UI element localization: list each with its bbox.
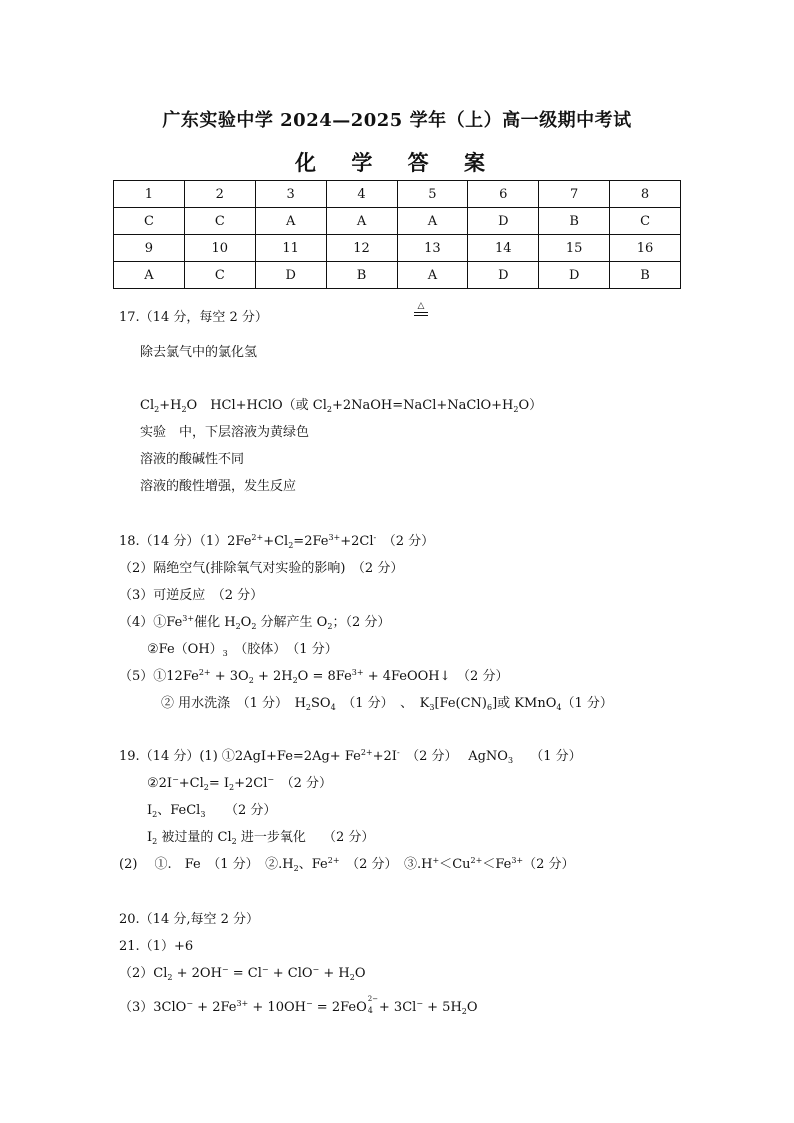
table-cell: 2 — [184, 181, 255, 208]
q18-line-7: ② 用水洗涤 （1 分） $H_2SO_4$ （1 分） 、 $K_3[Fe(CN)_6]$或 KMnO$_4$（1 分） — [161, 696, 613, 712]
table-cell: 4 — [326, 181, 397, 208]
table-cell: 12 — [326, 235, 397, 262]
table-cell: A — [397, 208, 468, 235]
table-row — [114, 262, 681, 289]
q19-line-5: (2) ①. Fe （1 分） $②.H_2$、$Fe^{2+}$ （2 分） $③.H^+<Cu^{2+}<Fe^{3+}(2$ 分） — [119, 856, 575, 873]
table-cell: D — [255, 262, 326, 289]
q17-answer-2: $Cl_2+H_2O$ HCl+HClO（或 $Cl_2+2NaOH=NaCl+NaClO+H_2O$） — [140, 398, 543, 414]
q17-answer-4: 溶液的酸碱性不同 — [140, 452, 245, 467]
table-cell: 6 — [468, 181, 539, 208]
table-cell: 3 — [255, 181, 326, 208]
table-cell: C — [184, 262, 255, 289]
q19-line-4: $I_2$ 被过量的 $Cl_2$ 进一步氧化 （2 分） — [147, 830, 375, 846]
table-cell: 10 — [184, 235, 255, 262]
answer-table — [113, 180, 681, 289]
table-cell: B — [610, 262, 681, 289]
table-cell: C — [114, 208, 185, 235]
q18-line-6: $(5)①12Fe^{2+} + 3O_2 + 2H_2O = 8Fe^{3+}$ + 4FeOOH↓ （2 分） — [119, 668, 509, 685]
q18-line-1: 18.（14 分）$(1)2Fe^{2+}+Cl_2=2Fe^{3+}+2Cl^-$ （2 分） — [119, 533, 435, 550]
table-cell: A — [326, 208, 397, 235]
table-cell: B — [539, 208, 610, 235]
table-cell: C — [610, 208, 681, 235]
page-subtitle: 化 学 答 案 — [295, 150, 499, 175]
q19-line-2: $②2I^-+Cl_2= I_2+2Cl^-$ （2 分） — [147, 775, 333, 792]
q17-answer-3: 实验 中，下层溶液为黄绿色 — [140, 425, 310, 440]
q21-line-2: $(2)Cl_2 + 2OH^- = Cl^- + ClO^- + H_2O$ — [119, 965, 366, 982]
heating-symbol: △ — [414, 302, 428, 316]
table-cell: 15 — [539, 235, 610, 262]
q19-line-1: 19.（14 分）(1) ①2AgI+Fe=2Ag+ $Fe^{2+}+2I^-$ （2 分） AgNO$_3$ （1 分） — [119, 748, 582, 765]
table-row — [114, 208, 681, 235]
q17-answer-1: 除去氯气中的氯化氢 — [140, 345, 258, 360]
table-cell: 5 — [397, 181, 468, 208]
table-cell: 8 — [610, 181, 681, 208]
q18-line-3: （3）可逆反应 （2 分） — [119, 588, 264, 603]
table-cell: D — [468, 208, 539, 235]
table-row — [114, 181, 681, 208]
page-title: 广东实验中学 2024—2025 学年（上）高一级期中考试 — [162, 110, 632, 131]
table-cell: A — [255, 208, 326, 235]
table-row — [114, 235, 681, 262]
q21-line-1: 21.（1）+6 — [119, 939, 194, 954]
table-cell: D — [539, 262, 610, 289]
table-cell: 1 — [114, 181, 185, 208]
table-cell: 13 — [397, 235, 468, 262]
table-cell: B — [326, 262, 397, 289]
q21-line-3: $(3)3ClO^- + 2Fe^{3+} + 10OH^- = 2FeO$ 2− 4 + $3Cl^- + 5H_2O$ — [119, 995, 478, 1016]
table-cell: 7 — [539, 181, 610, 208]
q18-line-4: $(4)①Fe^{3+}$催化 $H_2O_2$ 分解产生 $O_2$；（2 分） — [119, 614, 391, 631]
table-cell: C — [184, 208, 255, 235]
table-cell: A — [397, 262, 468, 289]
table-cell: 14 — [468, 235, 539, 262]
table-cell: 9 — [114, 235, 185, 262]
table-cell: 16 — [610, 235, 681, 262]
q17-answer-5: 溶液的酸性增强，发生反应 — [140, 479, 297, 494]
q18-line-2: （2）隔绝空气(排除氧气对实验的影响) （2 分） — [119, 561, 404, 576]
table-cell: D — [468, 262, 539, 289]
q20-heading: 20.（14 分,每空 2 分） — [119, 912, 260, 927]
table-cell: 11 — [255, 235, 326, 262]
q19-line-3: $I_2$、FeCl$_3$ （2 分） — [147, 803, 277, 819]
q17-heading: 17.（14 分，每空 2 分） — [119, 310, 268, 325]
table-cell: A — [114, 262, 185, 289]
q18-line-5: $②Fe(OH)_3$ （胶体） （1 分） — [147, 642, 338, 658]
